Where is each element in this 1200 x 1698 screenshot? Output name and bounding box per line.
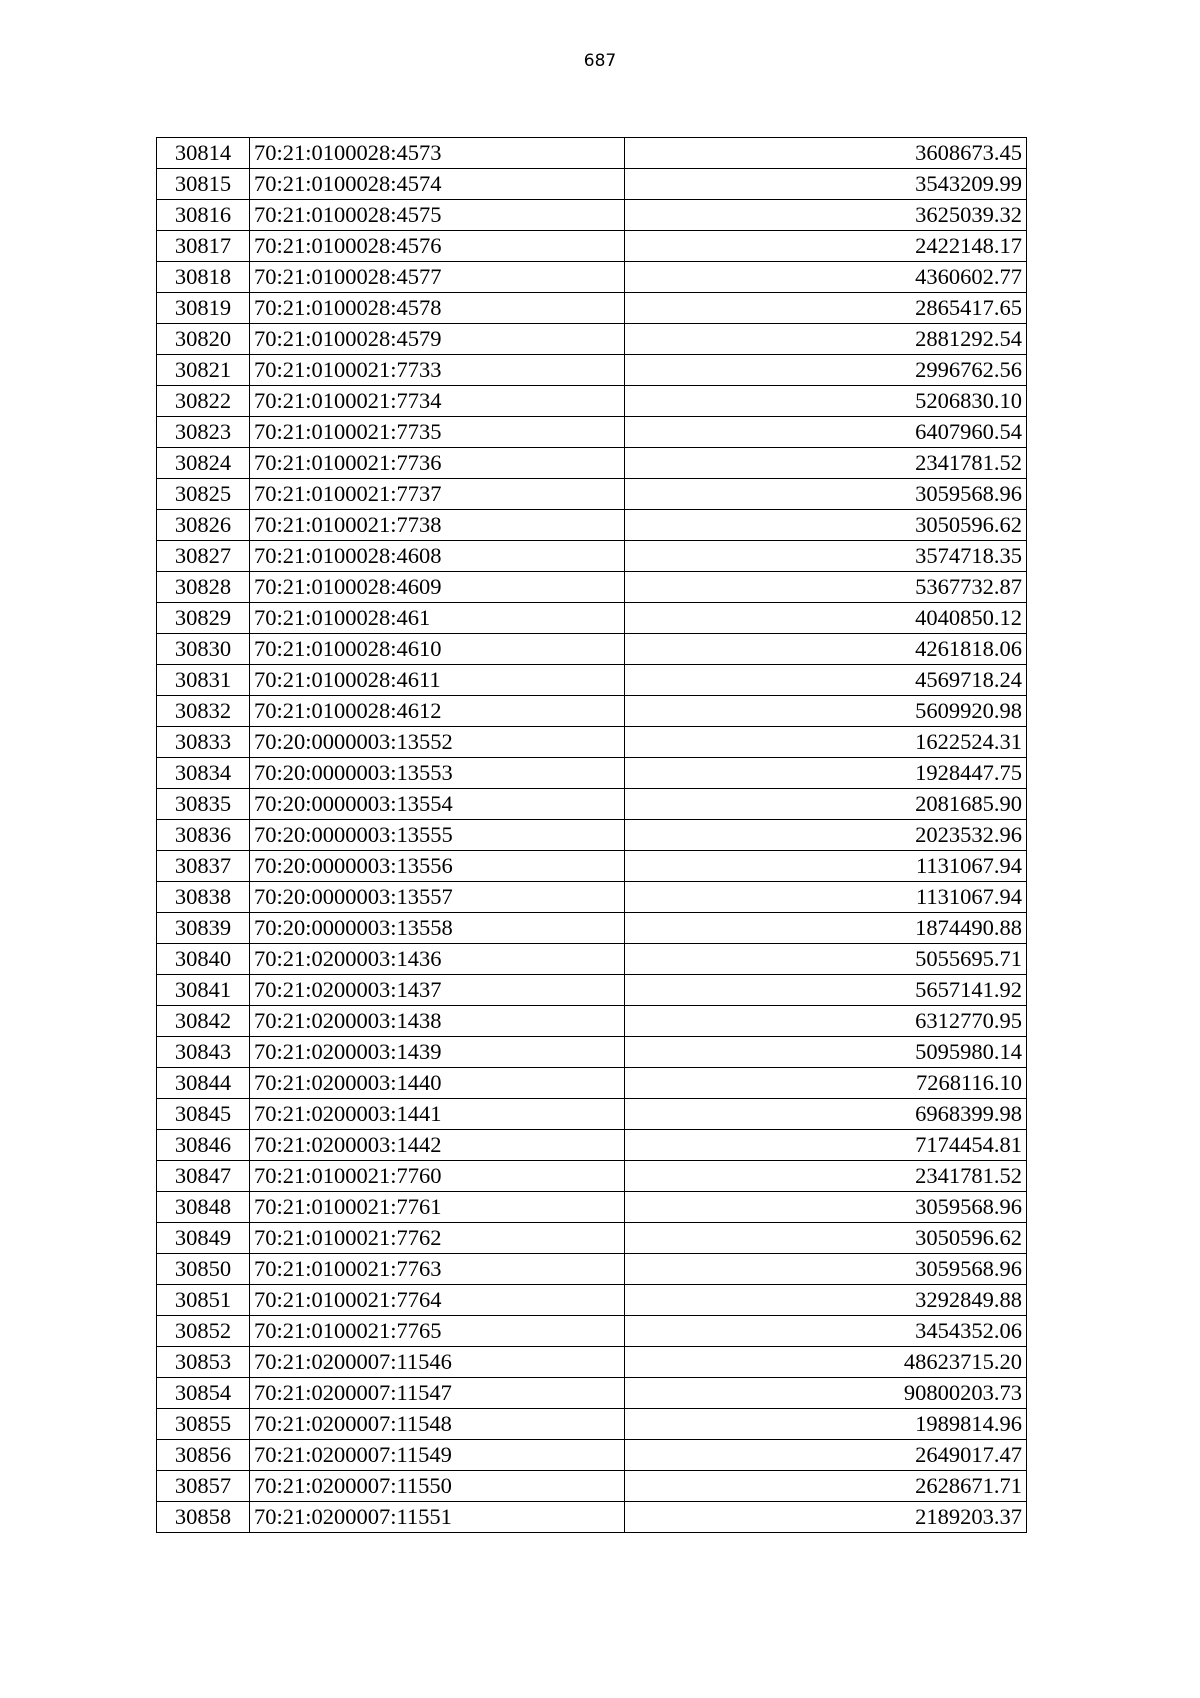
cadastral-value-cell: 5095980.14	[625, 1037, 1027, 1068]
cadastral-number-cell: 70:21:0100028:4612	[250, 696, 625, 727]
cadastral-number-cell: 70:21:0100021:7737	[250, 479, 625, 510]
cadastral-value-cell: 1989814.96	[625, 1409, 1027, 1440]
row-number-cell: 30824	[157, 448, 250, 479]
cadastral-number-cell: 70:21:0200007:11546	[250, 1347, 625, 1378]
cadastral-number-cell: 70:20:0000003:13555	[250, 820, 625, 851]
cadastral-value-cell: 1622524.31	[625, 727, 1027, 758]
table-row	[157, 324, 1027, 355]
cadastral-number-cell: 70:21:0100021:7735	[250, 417, 625, 448]
cadastral-value-cell: 2628671.71	[625, 1471, 1027, 1502]
row-number-cell: 30857	[157, 1471, 250, 1502]
table-row	[157, 696, 1027, 727]
cadastral-number-cell: 70:21:0100028:4609	[250, 572, 625, 603]
cadastral-number-cell: 70:21:0100021:7733	[250, 355, 625, 386]
table-body	[157, 138, 1027, 1533]
table-row	[157, 820, 1027, 851]
cadastral-value-cell: 5055695.71	[625, 944, 1027, 975]
cadastral-number-cell: 70:21:0100028:4579	[250, 324, 625, 355]
cadastral-value-cell: 3050596.62	[625, 1223, 1027, 1254]
table-row	[157, 1285, 1027, 1316]
cadastral-number-cell: 70:21:0200007:11547	[250, 1378, 625, 1409]
cadastral-number-cell: 70:21:0200003:1441	[250, 1099, 625, 1130]
table-row	[157, 1471, 1027, 1502]
cadastral-number-cell: 70:21:0100021:7762	[250, 1223, 625, 1254]
table-row	[157, 851, 1027, 882]
cadastral-number-cell: 70:20:0000003:13553	[250, 758, 625, 789]
row-number-cell: 30844	[157, 1068, 250, 1099]
cadastral-number-cell: 70:21:0100028:461	[250, 603, 625, 634]
cadastral-value-cell: 7174454.81	[625, 1130, 1027, 1161]
table-row	[157, 975, 1027, 1006]
cadastral-number-cell: 70:21:0100028:4578	[250, 293, 625, 324]
table-row	[157, 634, 1027, 665]
row-number-cell: 30815	[157, 169, 250, 200]
row-number-cell: 30823	[157, 417, 250, 448]
table-row	[157, 1099, 1027, 1130]
row-number-cell: 30841	[157, 975, 250, 1006]
cadastral-number-cell: 70:21:0100021:7760	[250, 1161, 625, 1192]
table-row	[157, 1440, 1027, 1471]
row-number-cell: 30833	[157, 727, 250, 758]
table-row	[157, 386, 1027, 417]
table-row	[157, 1378, 1027, 1409]
cadastral-number-cell: 70:21:0100021:7764	[250, 1285, 625, 1316]
row-number-cell: 30846	[157, 1130, 250, 1161]
row-number-cell: 30849	[157, 1223, 250, 1254]
row-number-cell: 30831	[157, 665, 250, 696]
cadastral-number-cell: 70:21:0100021:7736	[250, 448, 625, 479]
row-number-cell: 30835	[157, 789, 250, 820]
cadastral-number-cell: 70:21:0100021:7761	[250, 1192, 625, 1223]
cadastral-value-cell: 2341781.52	[625, 1161, 1027, 1192]
cadastral-value-cell: 2422148.17	[625, 231, 1027, 262]
table-row	[157, 169, 1027, 200]
row-number-cell: 30837	[157, 851, 250, 882]
table-row	[157, 572, 1027, 603]
cadastral-number-cell: 70:21:0100028:4574	[250, 169, 625, 200]
row-number-cell: 30839	[157, 913, 250, 944]
row-number-cell: 30834	[157, 758, 250, 789]
row-number-cell: 30858	[157, 1502, 250, 1533]
cadastral-value-cell: 48623715.20	[625, 1347, 1027, 1378]
cadastral-value-cell: 1928447.75	[625, 758, 1027, 789]
table-row	[157, 1223, 1027, 1254]
cadastral-number-cell: 70:21:0100028:4573	[250, 138, 625, 169]
cadastral-number-cell: 70:21:0100028:4577	[250, 262, 625, 293]
row-number-cell: 30830	[157, 634, 250, 665]
cadastral-value-cell: 3454352.06	[625, 1316, 1027, 1347]
table-row	[157, 603, 1027, 634]
cadastral-number-cell: 70:21:0100028:4608	[250, 541, 625, 572]
row-number-cell: 30836	[157, 820, 250, 851]
row-number-cell: 30819	[157, 293, 250, 324]
cadastral-number-cell: 70:21:0100021:7734	[250, 386, 625, 417]
cadastral-number-cell: 70:20:0000003:13554	[250, 789, 625, 820]
row-number-cell: 30825	[157, 479, 250, 510]
row-number-cell: 30821	[157, 355, 250, 386]
table-row	[157, 448, 1027, 479]
cadastral-value-cell: 3625039.32	[625, 200, 1027, 231]
cadastral-value-cell: 90800203.73	[625, 1378, 1027, 1409]
table-row	[157, 1502, 1027, 1533]
row-number-cell: 30847	[157, 1161, 250, 1192]
cadastral-number-cell: 70:21:0200003:1442	[250, 1130, 625, 1161]
cadastral-number-cell: 70:20:0000003:13557	[250, 882, 625, 913]
table-row	[157, 1347, 1027, 1378]
cadastral-value-cell: 2649017.47	[625, 1440, 1027, 1471]
cadastral-number-cell: 70:21:0200007:11548	[250, 1409, 625, 1440]
row-number-cell: 30828	[157, 572, 250, 603]
row-number-cell: 30856	[157, 1440, 250, 1471]
table-row	[157, 293, 1027, 324]
cadastral-value-cell: 3059568.96	[625, 1254, 1027, 1285]
table-row	[157, 1192, 1027, 1223]
cadastral-value-cell: 3059568.96	[625, 1192, 1027, 1223]
cadastral-value-cell: 3292849.88	[625, 1285, 1027, 1316]
cadastral-number-cell: 70:21:0100028:4611	[250, 665, 625, 696]
cadastral-number-cell: 70:21:0200007:11549	[250, 1440, 625, 1471]
cadastral-value-cell: 6407960.54	[625, 417, 1027, 448]
cadastral-value-table	[156, 137, 1027, 1533]
table-row	[157, 1006, 1027, 1037]
row-number-cell: 30852	[157, 1316, 250, 1347]
cadastral-number-cell: 70:20:0000003:13556	[250, 851, 625, 882]
cadastral-value-cell: 2081685.90	[625, 789, 1027, 820]
row-number-cell: 30827	[157, 541, 250, 572]
row-number-cell: 30816	[157, 200, 250, 231]
row-number-cell: 30822	[157, 386, 250, 417]
cadastral-value-cell: 3050596.62	[625, 510, 1027, 541]
row-number-cell: 30853	[157, 1347, 250, 1378]
cadastral-value-cell: 3059568.96	[625, 479, 1027, 510]
cadastral-value-cell: 2189203.37	[625, 1502, 1027, 1533]
cadastral-number-cell: 70:20:0000003:13558	[250, 913, 625, 944]
table-row	[157, 758, 1027, 789]
row-number-cell: 30851	[157, 1285, 250, 1316]
table-row	[157, 355, 1027, 386]
table-row	[157, 1068, 1027, 1099]
cadastral-value-cell: 5206830.10	[625, 386, 1027, 417]
row-number-cell: 30818	[157, 262, 250, 293]
cadastral-number-cell: 70:21:0100028:4576	[250, 231, 625, 262]
row-number-cell: 30842	[157, 1006, 250, 1037]
cadastral-number-cell: 70:21:0100021:7763	[250, 1254, 625, 1285]
table-row	[157, 510, 1027, 541]
row-number-cell: 30850	[157, 1254, 250, 1285]
table-row	[157, 913, 1027, 944]
cadastral-value-cell: 3608673.45	[625, 138, 1027, 169]
table-row	[157, 1409, 1027, 1440]
row-number-cell: 30838	[157, 882, 250, 913]
table-row	[157, 944, 1027, 975]
cadastral-number-cell: 70:20:0000003:13552	[250, 727, 625, 758]
row-number-cell: 30848	[157, 1192, 250, 1223]
row-number-cell: 30832	[157, 696, 250, 727]
row-number-cell: 30820	[157, 324, 250, 355]
row-number-cell: 30855	[157, 1409, 250, 1440]
cadastral-value-cell: 7268116.10	[625, 1068, 1027, 1099]
table-row	[157, 200, 1027, 231]
row-number-cell: 30843	[157, 1037, 250, 1068]
cadastral-value-cell: 1874490.88	[625, 913, 1027, 944]
row-number-cell: 30814	[157, 138, 250, 169]
cadastral-value-cell: 2341781.52	[625, 448, 1027, 479]
cadastral-number-cell: 70:21:0200003:1438	[250, 1006, 625, 1037]
cadastral-value-cell: 4261818.06	[625, 634, 1027, 665]
table-row	[157, 665, 1027, 696]
cadastral-number-cell: 70:21:0200003:1437	[250, 975, 625, 1006]
cadastral-number-cell: 70:21:0100021:7738	[250, 510, 625, 541]
cadastral-number-cell: 70:21:0100021:7765	[250, 1316, 625, 1347]
cadastral-value-cell: 2865417.65	[625, 293, 1027, 324]
cadastral-value-cell: 2881292.54	[625, 324, 1027, 355]
cadastral-value-cell: 6968399.98	[625, 1099, 1027, 1130]
row-number-cell: 30826	[157, 510, 250, 541]
cadastral-number-cell: 70:21:0200003:1439	[250, 1037, 625, 1068]
table-row	[157, 789, 1027, 820]
cadastral-value-cell: 6312770.95	[625, 1006, 1027, 1037]
cadastral-value-cell: 3543209.99	[625, 169, 1027, 200]
cadastral-value-cell: 2023532.96	[625, 820, 1027, 851]
cadastral-value-cell: 5657141.92	[625, 975, 1027, 1006]
table-row	[157, 1130, 1027, 1161]
table-row	[157, 1254, 1027, 1285]
cadastral-number-cell: 70:21:0200007:11551	[250, 1502, 625, 1533]
table-row	[157, 262, 1027, 293]
cadastral-value-cell: 1131067.94	[625, 851, 1027, 882]
cadastral-number-cell: 70:21:0100028:4610	[250, 634, 625, 665]
table-row	[157, 138, 1027, 169]
table-row	[157, 417, 1027, 448]
row-number-cell: 30817	[157, 231, 250, 262]
cadastral-number-cell: 70:21:0200007:11550	[250, 1471, 625, 1502]
table-row	[157, 541, 1027, 572]
table-row	[157, 1316, 1027, 1347]
row-number-cell: 30829	[157, 603, 250, 634]
cadastral-number-cell: 70:21:0200003:1440	[250, 1068, 625, 1099]
cadastral-value-cell: 4360602.77	[625, 262, 1027, 293]
cadastral-value-cell: 5609920.98	[625, 696, 1027, 727]
cadastral-value-cell: 2996762.56	[625, 355, 1027, 386]
row-number-cell: 30845	[157, 1099, 250, 1130]
row-number-cell: 30840	[157, 944, 250, 975]
cadastral-number-cell: 70:21:0100028:4575	[250, 200, 625, 231]
page-number: 687	[583, 51, 617, 71]
cadastral-value-cell: 4569718.24	[625, 665, 1027, 696]
table-row	[157, 727, 1027, 758]
cadastral-value-cell: 5367732.87	[625, 572, 1027, 603]
table-row	[157, 479, 1027, 510]
cadastral-value-cell: 4040850.12	[625, 603, 1027, 634]
table-row	[157, 1161, 1027, 1192]
table-row	[157, 1037, 1027, 1068]
row-number-cell: 30854	[157, 1378, 250, 1409]
table-row	[157, 882, 1027, 913]
cadastral-number-cell: 70:21:0200003:1436	[250, 944, 625, 975]
cadastral-value-cell: 1131067.94	[625, 882, 1027, 913]
cadastral-value-cell: 3574718.35	[625, 541, 1027, 572]
table-row	[157, 231, 1027, 262]
